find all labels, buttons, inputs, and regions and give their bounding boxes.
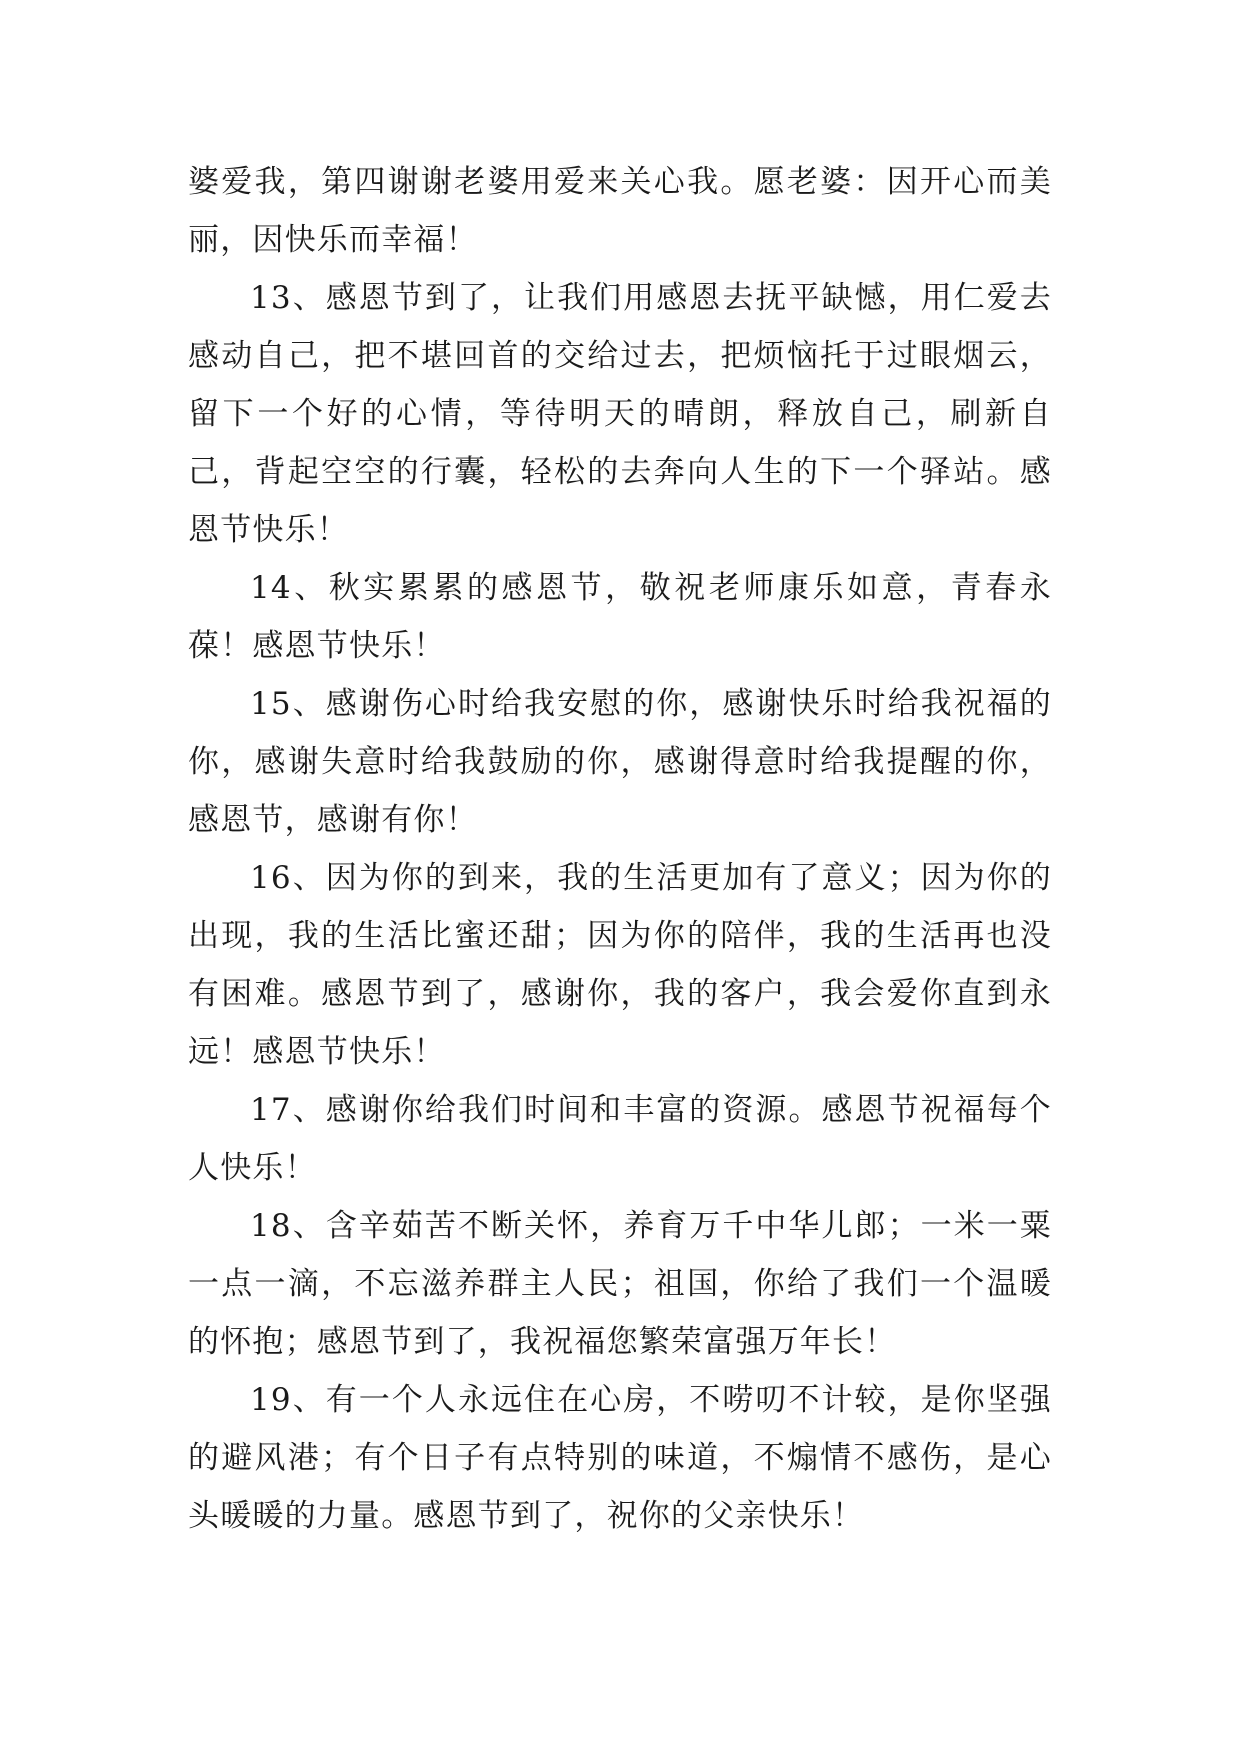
- paragraph-13: 13、感恩节到了，让我们用感恩去抚平缺憾，用仁爱去感动自己，把不堪回首的交给过去，把烦恼托于过眼烟云，留下一个好的心情，等待明天的晴朗，释放自己，刷新自己，背起空空的行囊，轻松的去奔向人生的下一个驿站。感恩节快乐！: [188, 280, 1052, 548]
- paragraph-19: 19、有一个人永远住在心房，不唠叨不计较，是你坚强的避风港；有个日子有点特别的味道，不煽情不感伤，是心头暖暖的力量。感恩节到了，祝你的父亲快乐！: [188, 1382, 1052, 1534]
- paragraph-continuation: 婆爱我，第四谢谢老婆用爱来关心我。愿老婆：因开心而美丽，因快乐而幸福！: [188, 164, 1052, 258]
- paragraph-18: 18、含辛茹苦不断关怀，养育万千中华儿郎；一米一粟一点一滴，不忘滋养群主人民；祖国，你给了我们一个温暖的怀抱；感恩节到了，我祝福您繁荣富强万年长！: [188, 1208, 1052, 1360]
- paragraph-17: 17、感谢你给我们时间和丰富的资源。感恩节祝福每个人快乐！: [188, 1092, 1052, 1186]
- document-body: [188, 153, 1052, 1545]
- paragraph-14: 14、秋实累累的感恩节，敬祝老师康乐如意，青春永葆！感恩节快乐！: [188, 570, 1052, 664]
- paragraph-16: 16、因为你的到来，我的生活更加有了意义；因为你的出现，我的生活比蜜还甜；因为你的陪伴，我的生活再也没有困难。感恩节到了，感谢你，我的客户，我会爱你直到永远！感恩节快乐！: [188, 860, 1052, 1070]
- paragraph-15: 15、感谢伤心时给我安慰的你，感谢快乐时给我祝福的你，感谢失意时给我鼓励的你，感谢得意时给我提醒的你，感恩节，感谢有你！: [188, 686, 1052, 838]
